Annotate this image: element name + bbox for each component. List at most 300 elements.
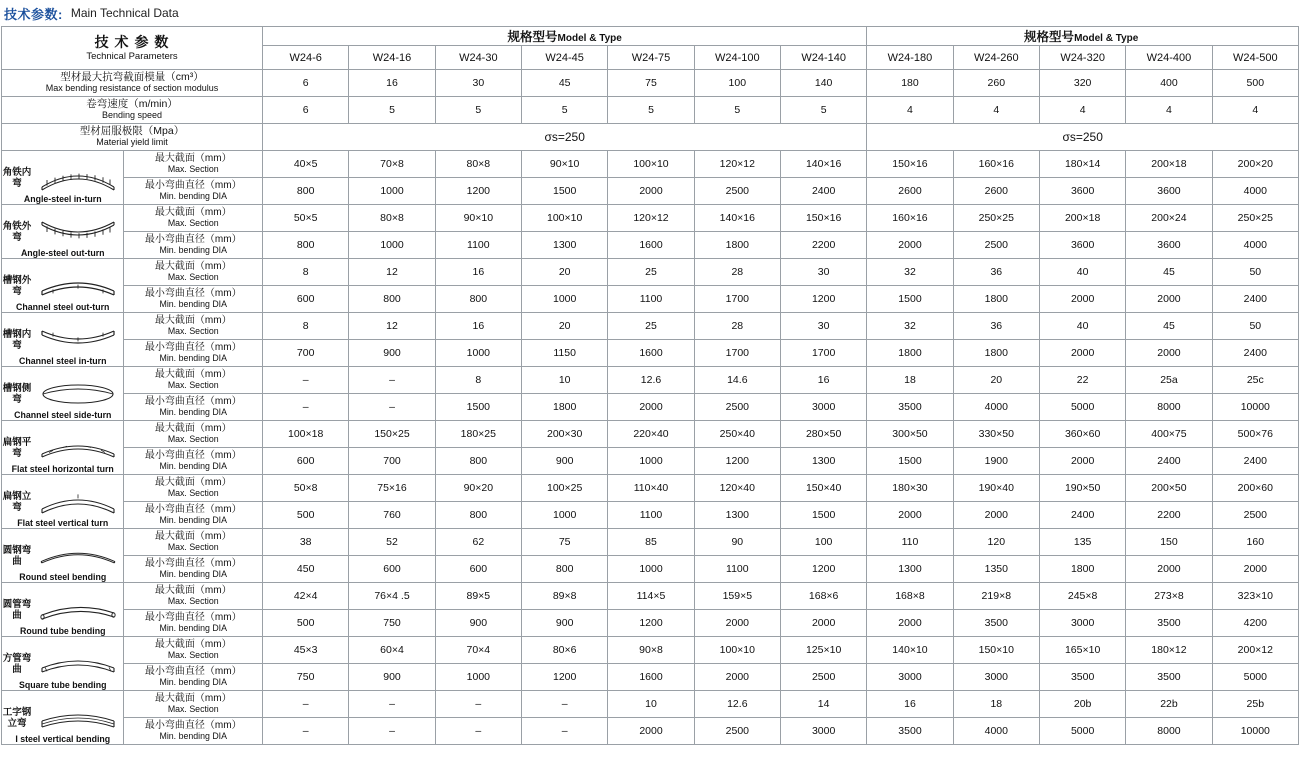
sub-param-max-section — [124, 205, 263, 232]
cell-value: 900 — [522, 448, 608, 475]
profile-label-en: Channel steel side-turn — [14, 410, 112, 420]
cell-value: 10 — [522, 367, 608, 394]
cell-value: 900 — [522, 610, 608, 637]
cell-value: 450 — [263, 556, 349, 583]
cell-value: 8 — [263, 313, 349, 340]
param-label-cn: 型材最大抗弯截面模量（cm³） — [60, 71, 204, 83]
cell-value: 1800 — [953, 340, 1039, 367]
cell-value: 1300 — [780, 448, 866, 475]
cell-value: – — [522, 691, 608, 718]
cell-value: 38 — [263, 529, 349, 556]
cell-value: 180 — [867, 70, 953, 97]
cell-value: 200×20 — [1212, 151, 1298, 178]
cell-value: 36 — [953, 313, 1039, 340]
cell-value: 40×5 — [263, 151, 349, 178]
cell-value: 52 — [349, 529, 435, 556]
cell-value: 2000 — [1212, 556, 1298, 583]
cell-value: 3600 — [1126, 232, 1212, 259]
sub-param-max-section — [124, 583, 263, 610]
cell-value: 2500 — [694, 394, 780, 421]
table-row — [2, 691, 1299, 718]
cell-value: 1600 — [608, 232, 694, 259]
profile-label-en: Angle-steel out-turn — [20, 248, 105, 258]
cell-value: 400 — [1126, 70, 1212, 97]
cell-value: 5 — [694, 97, 780, 124]
sub-param-en: Min. bending DIA — [159, 461, 227, 471]
sub-param-cn: 最大截面（mm） — [154, 585, 232, 596]
cell-value: 250×25 — [953, 205, 1039, 232]
cell-value: 5000 — [1039, 394, 1125, 421]
table-row — [2, 664, 1299, 691]
profile-shape-cell — [2, 151, 124, 205]
cell-value: 400×75 — [1126, 421, 1212, 448]
sub-param-cn: 最小弯曲直径（mm） — [144, 612, 242, 623]
cell-value: 90×20 — [435, 475, 521, 502]
cell-value: 140×10 — [867, 637, 953, 664]
cell-value: 3500 — [953, 610, 1039, 637]
sub-param-cn: 最小弯曲直径（mm） — [144, 666, 242, 677]
cell-value: 2500 — [953, 232, 1039, 259]
sub-param-min-dia — [124, 340, 263, 367]
cell-value: 500 — [263, 610, 349, 637]
cell-value: 10000 — [1212, 394, 1298, 421]
cell-value: 2500 — [694, 178, 780, 205]
table-row — [2, 610, 1299, 637]
cell-value: 750 — [263, 664, 349, 691]
cell-value: 3600 — [1039, 178, 1125, 205]
sub-param-en: Min. bending DIA — [159, 353, 227, 363]
profile-label-en: Angle-steel in-turn — [23, 194, 102, 204]
cell-value: 1300 — [522, 232, 608, 259]
sub-param-max-section — [124, 367, 263, 394]
sub-param-max-section — [124, 421, 263, 448]
cell-value: 160 — [1212, 529, 1298, 556]
cell-value: 36 — [953, 259, 1039, 286]
cell-value: 500 — [263, 502, 349, 529]
table-row — [2, 286, 1299, 313]
cell-value: 300×50 — [867, 421, 953, 448]
cell-value: 219×8 — [953, 583, 1039, 610]
sub-param-min-dia — [124, 178, 263, 205]
cell-value: 2200 — [1126, 502, 1212, 529]
cell-value: 5000 — [1039, 718, 1125, 745]
cell-value: 800 — [263, 232, 349, 259]
cell-value: 50 — [1212, 313, 1298, 340]
model-header-w24-140: W24-140 — [780, 46, 866, 70]
cell-value: 22 — [1039, 367, 1125, 394]
profile-shape-cell — [2, 583, 124, 637]
cell-value: 20 — [522, 313, 608, 340]
cell-value: 4 — [867, 97, 953, 124]
table-row — [2, 232, 1299, 259]
sub-param-en: Max. Section — [167, 272, 219, 282]
cell-value: 160×16 — [953, 151, 1039, 178]
cell-value: 50×8 — [263, 475, 349, 502]
param-label — [2, 97, 263, 124]
cell-value: 2400 — [1126, 448, 1212, 475]
cell-value: 1150 — [522, 340, 608, 367]
table-row — [2, 421, 1299, 448]
cell-value: 2400 — [780, 178, 866, 205]
sub-param-min-dia — [124, 448, 263, 475]
profile-label-en: Round tube bending — [19, 626, 106, 636]
cell-value: 2000 — [694, 664, 780, 691]
cell-value: 2000 — [1126, 340, 1212, 367]
cell-value: 14 — [780, 691, 866, 718]
table-row — [2, 637, 1299, 664]
cell-value: 1300 — [867, 556, 953, 583]
cell-value: 1500 — [522, 178, 608, 205]
cell-value: 2200 — [780, 232, 866, 259]
cell-value: 200×24 — [1126, 205, 1212, 232]
profile-label-cn: 扁钢立弯 — [2, 490, 32, 513]
cell-value: 2000 — [1039, 286, 1125, 313]
cell-value: 800 — [349, 286, 435, 313]
cell-value: 8 — [435, 367, 521, 394]
sub-param-cn: 最大截面（mm） — [154, 531, 232, 542]
sub-param-en: Max. Section — [167, 704, 219, 714]
table-row — [2, 367, 1299, 394]
param-label — [2, 70, 263, 97]
cell-value: 3000 — [953, 664, 1039, 691]
cell-value: 2000 — [867, 232, 953, 259]
cell-value: 2500 — [1212, 502, 1298, 529]
table-header-row-groups — [2, 27, 1299, 46]
cell-value: 100×25 — [522, 475, 608, 502]
cell-value: 25b — [1212, 691, 1298, 718]
cell-value: 12.6 — [608, 367, 694, 394]
cell-value: 4 — [953, 97, 1039, 124]
sub-param-en: Min. bending DIA — [159, 677, 227, 687]
cell-value: 4000 — [953, 394, 1039, 421]
table-row — [2, 205, 1299, 232]
table-row — [2, 151, 1299, 178]
cell-value: 4000 — [1212, 232, 1298, 259]
profile-label-cn: 扁钢平弯 — [2, 436, 32, 459]
cell-value: 600 — [263, 286, 349, 313]
group-header-left — [263, 27, 867, 46]
profile-shape-cell — [2, 421, 124, 475]
cell-value: 100×10 — [608, 151, 694, 178]
cell-value: 100×18 — [263, 421, 349, 448]
cell-value: 140×16 — [694, 205, 780, 232]
cell-value: 1100 — [435, 232, 521, 259]
table-row — [2, 97, 1299, 124]
cell-value: 700 — [349, 448, 435, 475]
table-row — [2, 529, 1299, 556]
table-row — [2, 394, 1299, 421]
cell-value: 16 — [780, 367, 866, 394]
table-row — [2, 178, 1299, 205]
cell-value: 360×60 — [1039, 421, 1125, 448]
sub-param-en: Min. bending DIA — [159, 299, 227, 309]
cell-value: 2000 — [608, 178, 694, 205]
cell-value: 1000 — [435, 664, 521, 691]
sub-param-en: Max. Section — [167, 326, 219, 336]
cell-value: 1800 — [867, 340, 953, 367]
cell-value: – — [435, 691, 521, 718]
cell-value: 3500 — [1126, 664, 1212, 691]
cell-value: 140×16 — [780, 151, 866, 178]
cell-value: 180×14 — [1039, 151, 1125, 178]
sub-param-cn: 最大截面（mm） — [154, 261, 232, 272]
cell-value: 75 — [608, 70, 694, 97]
model-header-w24-260: W24-260 — [953, 46, 1039, 70]
cell-value: 2000 — [608, 718, 694, 745]
cell-value: 76×4 .5 — [349, 583, 435, 610]
cell-value: 1000 — [608, 556, 694, 583]
cell-value: 20b — [1039, 691, 1125, 718]
profile-shape-cell — [2, 367, 124, 421]
cell-value: 40 — [1039, 259, 1125, 286]
group-header-right — [867, 27, 1299, 46]
sub-param-cn: 最小弯曲直径（mm） — [144, 234, 242, 245]
cell-value: 12 — [349, 313, 435, 340]
cell-value: 90×10 — [435, 205, 521, 232]
profile-label-en: Round steel bending — [19, 572, 107, 582]
cell-value: 135 — [1039, 529, 1125, 556]
cell-value: 1350 — [953, 556, 1039, 583]
page-title-en: Main Technical Data — [70, 6, 179, 20]
cell-value: 120 — [953, 529, 1039, 556]
sub-param-min-dia — [124, 286, 263, 313]
cell-value: – — [349, 691, 435, 718]
group-right-en: Model & Type — [1074, 33, 1139, 44]
cell-value: 250×25 — [1212, 205, 1298, 232]
cell-value: 2000 — [1126, 556, 1212, 583]
cell-value: 60×4 — [349, 637, 435, 664]
sub-param-en: Min. bending DIA — [159, 569, 227, 579]
cell-value: 150×16 — [780, 205, 866, 232]
sub-param-max-section — [124, 475, 263, 502]
cell-value: 800 — [522, 556, 608, 583]
sub-param-cn: 最大截面（mm） — [154, 369, 232, 380]
table-row-yield — [2, 124, 1299, 151]
yield-value-right: σs=250 — [867, 124, 1299, 151]
cell-value: 45 — [522, 70, 608, 97]
cell-value: 2500 — [694, 718, 780, 745]
profile-label-cn: 槽钢侧弯 — [2, 382, 32, 405]
profile-label-en: Flat steel vertical turn — [17, 518, 109, 528]
cell-value: 28 — [694, 259, 780, 286]
cell-value: 70×8 — [349, 151, 435, 178]
cell-value: 45 — [1126, 313, 1212, 340]
sub-param-en: Max. Section — [167, 164, 219, 174]
sub-param-max-section — [124, 637, 263, 664]
model-header-w24-180: W24-180 — [867, 46, 953, 70]
cell-value: 8000 — [1126, 718, 1212, 745]
cell-value: 1700 — [694, 286, 780, 313]
sub-param-en: Min. bending DIA — [159, 623, 227, 633]
cell-value: 150×10 — [953, 637, 1039, 664]
param-header-cn: 技 术 参 数 — [94, 33, 170, 50]
cell-value: 159×5 — [694, 583, 780, 610]
cell-value: 1000 — [349, 178, 435, 205]
cell-value: 10000 — [1212, 718, 1298, 745]
cell-value: 75 — [522, 529, 608, 556]
cell-value: 2400 — [1212, 340, 1298, 367]
group-right-cn: 规格型号 — [1024, 30, 1075, 44]
sub-param-en: Min. bending DIA — [159, 191, 227, 201]
cell-value: 30 — [435, 70, 521, 97]
cell-value: 62 — [435, 529, 521, 556]
cell-value: 125×10 — [780, 637, 866, 664]
cell-value: 80×8 — [435, 151, 521, 178]
cell-value: 200×60 — [1212, 475, 1298, 502]
cell-value: 1100 — [694, 556, 780, 583]
param-header-en: Technical Parameters — [86, 50, 178, 62]
sub-param-en: Max. Section — [167, 596, 219, 606]
sub-param-en: Min. bending DIA — [159, 731, 227, 741]
cell-value: 1100 — [608, 502, 694, 529]
cell-value: 100 — [694, 70, 780, 97]
cell-value: 1800 — [1039, 556, 1125, 583]
cell-value: 4200 — [1212, 610, 1298, 637]
param-label-en: Max bending resistance of section modulus — [45, 83, 219, 93]
profile-label-cn: 圆管弯曲 — [2, 598, 32, 621]
cell-value: 2600 — [867, 178, 953, 205]
cell-value: 1600 — [608, 340, 694, 367]
profile-shape-cell — [2, 259, 124, 313]
cell-value: 600 — [349, 556, 435, 583]
cell-value: 4 — [1039, 97, 1125, 124]
cell-value: 80×6 — [522, 637, 608, 664]
cell-value: 89×8 — [522, 583, 608, 610]
cell-value: 3600 — [1126, 178, 1212, 205]
cell-value: 330×50 — [953, 421, 1039, 448]
table-row — [2, 259, 1299, 286]
cell-value: 2400 — [1212, 448, 1298, 475]
cell-value: 45 — [1126, 259, 1212, 286]
cell-value: – — [263, 718, 349, 745]
cell-value: 3000 — [780, 718, 866, 745]
cell-value: 2600 — [953, 178, 1039, 205]
cell-value: 3500 — [867, 718, 953, 745]
cell-value: 5 — [780, 97, 866, 124]
cell-value: – — [522, 718, 608, 745]
cell-value: 1700 — [780, 340, 866, 367]
cell-value: 75×16 — [349, 475, 435, 502]
cell-value: 70×4 — [435, 637, 521, 664]
cell-value: 16 — [867, 691, 953, 718]
cell-value: 5 — [522, 97, 608, 124]
sub-param-min-dia — [124, 556, 263, 583]
profile-label-en: I steel vertical bending — [15, 734, 111, 744]
cell-value: 90 — [694, 529, 780, 556]
cell-value: 150 — [1126, 529, 1212, 556]
profile-shape-cell — [2, 637, 124, 691]
cell-value: 900 — [349, 664, 435, 691]
cell-value: 22b — [1126, 691, 1212, 718]
cell-value: 260 — [953, 70, 1039, 97]
cell-value: 110×40 — [608, 475, 694, 502]
sub-param-cn: 最小弯曲直径（mm） — [144, 504, 242, 515]
cell-value: 2000 — [1039, 448, 1125, 475]
sub-param-min-dia — [124, 232, 263, 259]
sub-param-cn: 最大截面（mm） — [154, 153, 232, 164]
cell-value: 45×3 — [263, 637, 349, 664]
cell-value: 800 — [263, 178, 349, 205]
cell-value: 165×10 — [1039, 637, 1125, 664]
profile-label-en: Flat steel horizontal turn — [11, 464, 114, 474]
cell-value: – — [435, 718, 521, 745]
cell-value: 18 — [953, 691, 1039, 718]
cell-value: 32 — [867, 313, 953, 340]
cell-value: 14.6 — [694, 367, 780, 394]
table-row — [2, 475, 1299, 502]
table-row — [2, 556, 1299, 583]
cell-value: 3000 — [867, 664, 953, 691]
cell-value: 2400 — [1212, 286, 1298, 313]
sub-param-en: Max. Section — [167, 542, 219, 552]
cell-value: 800 — [435, 286, 521, 313]
cell-value: 200×12 — [1212, 637, 1298, 664]
cell-value: 100×10 — [522, 205, 608, 232]
cell-value: 28 — [694, 313, 780, 340]
param-label-en: Material yield limit — [96, 137, 168, 147]
sub-param-min-dia — [124, 394, 263, 421]
cell-value: 180×12 — [1126, 637, 1212, 664]
table-row — [2, 583, 1299, 610]
cell-value: 3000 — [780, 394, 866, 421]
cell-value: 4 — [1126, 97, 1212, 124]
param-header-cell — [2, 27, 263, 70]
cell-value: 50×5 — [263, 205, 349, 232]
technical-data-table — [1, 26, 1299, 745]
sub-param-max-section — [124, 151, 263, 178]
cell-value: 1000 — [522, 286, 608, 313]
cell-value: 1300 — [694, 502, 780, 529]
sub-param-min-dia — [124, 502, 263, 529]
sub-param-en: Max. Section — [167, 434, 219, 444]
cell-value: 32 — [867, 259, 953, 286]
cell-value: 1200 — [435, 178, 521, 205]
model-header-w24-400: W24-400 — [1126, 46, 1212, 70]
cell-value: 2000 — [867, 610, 953, 637]
cell-value: 114×5 — [608, 583, 694, 610]
sub-param-en: Max. Section — [167, 650, 219, 660]
cell-value: 2000 — [1126, 286, 1212, 313]
cell-value: 1000 — [608, 448, 694, 475]
sub-param-cn: 最小弯曲直径（mm） — [144, 180, 242, 191]
profile-label-cn: 角铁外弯 — [2, 220, 32, 243]
cell-value: 1200 — [780, 556, 866, 583]
param-label-cn: 型材屈服极限（Mpa） — [79, 125, 185, 137]
param-label — [2, 124, 263, 151]
cell-value: 120×12 — [608, 205, 694, 232]
cell-value: 900 — [435, 610, 521, 637]
model-header-w24-16: W24-16 — [349, 46, 435, 70]
sub-param-cn: 最小弯曲直径（mm） — [144, 720, 242, 731]
sub-param-max-section — [124, 259, 263, 286]
cell-value: 30 — [780, 259, 866, 286]
cell-value: 25 — [608, 259, 694, 286]
cell-value: 3000 — [1039, 610, 1125, 637]
cell-value: – — [349, 718, 435, 745]
cell-value: 1200 — [694, 448, 780, 475]
param-label-cn: 卷弯速度（m/min） — [86, 98, 178, 110]
page-header — [0, 0, 1300, 26]
cell-value: 2000 — [867, 502, 953, 529]
cell-value: 12.6 — [694, 691, 780, 718]
cell-value: 2000 — [694, 610, 780, 637]
model-header-w24-500: W24-500 — [1212, 46, 1298, 70]
cell-value: – — [349, 367, 435, 394]
cell-value: 1700 — [694, 340, 780, 367]
profile-label-cn: 槽钢外弯 — [2, 274, 32, 297]
cell-value: 25c — [1212, 367, 1298, 394]
cell-value: 1500 — [867, 286, 953, 313]
